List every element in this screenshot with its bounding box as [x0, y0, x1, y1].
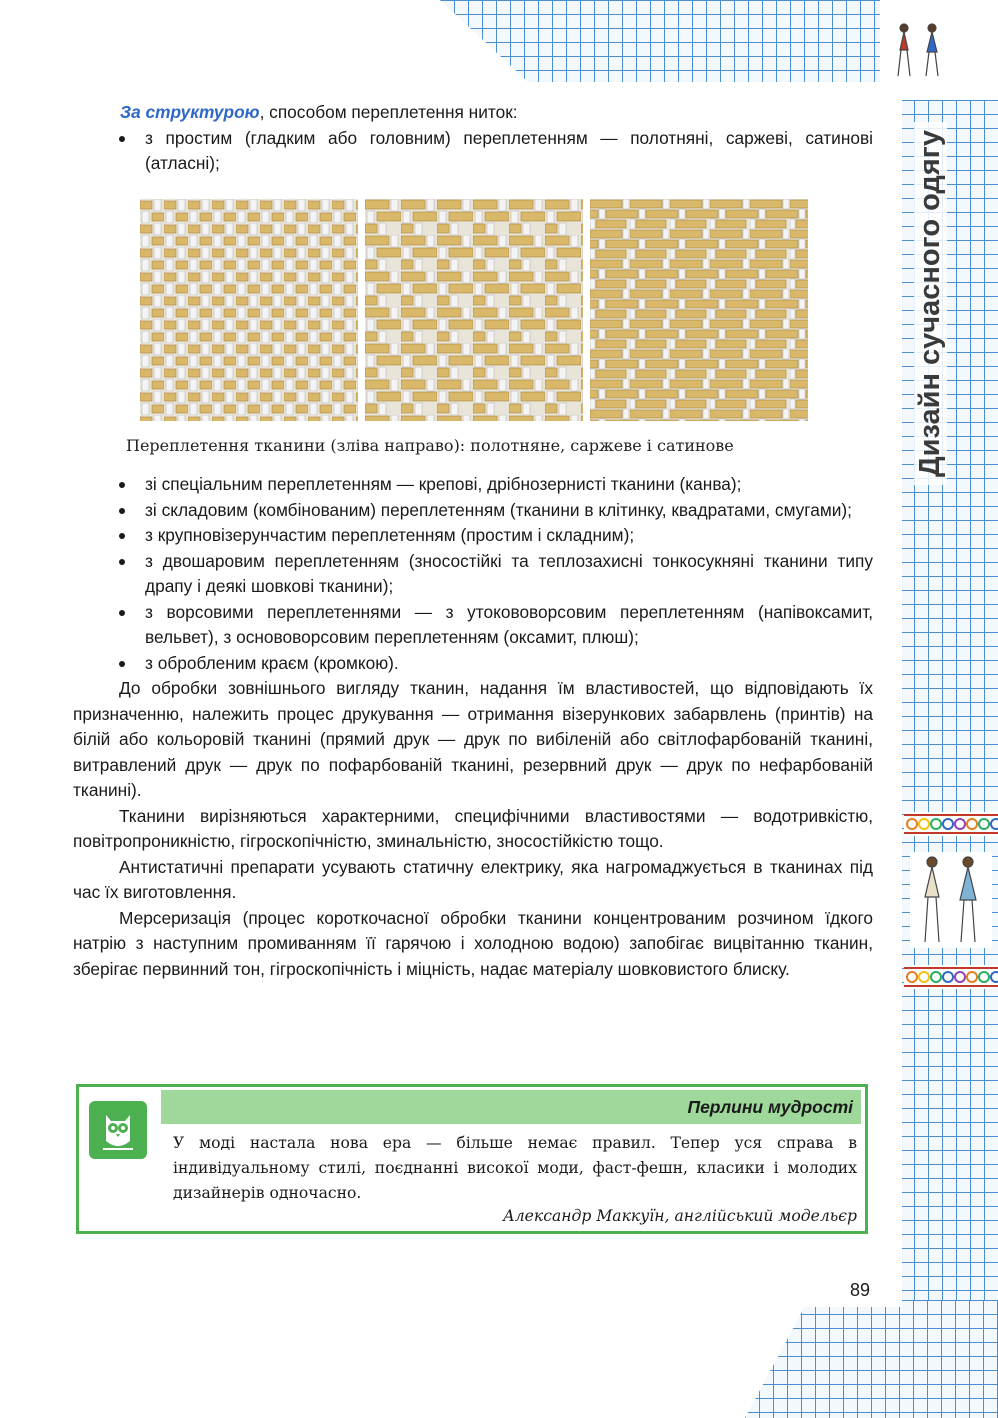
- page-number: 89: [850, 1280, 871, 1300]
- decorative-grid-bottom: [745, 1300, 998, 1418]
- weave-list-first: [73, 126, 873, 177]
- paragraph-mercerization: Мерсеризація (процес короткочасної обробки тканини концентрованим розчином їдкого натрію з наступним промиванням її гарячою і холодною водою) запобігає вицвітанню тканин, зберігає первинний тон, гігроскопічність і міцність, надає матеріалу шовковистого блиску.: [73, 907, 873, 979]
- list-item: з обробленим краєм (кромкою).: [73, 651, 873, 677]
- intro-rest: , способом переплетення ниток:: [259, 102, 518, 122]
- decorative-grid-top: [440, 0, 880, 82]
- list-item: з двошаровим переплетенням (зносостійкі та теплозахисні тонкосукняні тканини типу драпу і деякі шовкові тканини);: [73, 549, 873, 600]
- wisdom-box: [76, 1084, 868, 1234]
- list-item: зі складовим (комбінованим) переплетенням (тканини в клітинку, квадратами, смугами);: [73, 498, 873, 524]
- fashion-figures-illustration-2: [910, 852, 992, 948]
- paragraph-properties: Тканини вирізняються характерними, специфічними властивостями — водотривкістю, повітропроникністю, гігроскопічністю, зминальністю, зносостійкістю тощо.: [73, 805, 873, 851]
- figure-caption: Переплетення тканини (зліва направо): полотняне, саржеве і сатинове: [126, 435, 734, 455]
- list-item: з крупновізерунчастим переплетенням (простим і складним);: [73, 523, 873, 549]
- satin-weave-image: [590, 199, 808, 421]
- decorative-rings-bottom: [904, 965, 998, 989]
- intro-line: [120, 100, 873, 126]
- twill-weave-image: [365, 199, 583, 421]
- plain-weave-image: [140, 199, 358, 421]
- list-item: з ворсовими переплетеннями — з утокововорсовим переплетенням (напівоксамит, вельвет), з основоворсовим переплетенням (оксамит, плюш);: [73, 600, 873, 651]
- paragraph-antistatic: Антистатичні препарати усувають статичну електрику, яка нагромаджується в тканинах під час їх виготовлення.: [73, 856, 873, 902]
- owl-icon: [89, 1101, 147, 1159]
- list-item: зі спеціальним переплетенням — крепові, дрібнозернисті тканини (канва);: [73, 472, 873, 498]
- intro-lead: За структурою: [120, 102, 260, 122]
- decorative-rings-top: [904, 812, 998, 836]
- wisdom-title: Перлини мудрості: [161, 1090, 861, 1124]
- wisdom-author: Александр Маккуїн, англійський модельєр: [502, 1207, 857, 1225]
- wisdom-quote: У моді настала нова ера — більше немає правил. Тепер уся справа в індивідуальному стилі, поєднанні високої моди, фаст-фешн, класики і молодих дизайнерів одночасно.: [173, 1134, 857, 1202]
- list-item: з простим (гладким або головним) переплетенням — полотняні, саржеві, сатинові (атласні);: [73, 126, 873, 177]
- paragraph-printing: До обробки зовнішнього вигляду тканин, надання їм властивостей, що відповідають їх призначенню, належить процес друкування — отримання візерункових забарвлень (принтів) на білій або кольоровій тканині (прямий друк — друк по вибіленій або світлофарбованій тканині, витравлений друк — друк по пофарбованій тканині, резервний друк — друк по нефарбованій тканині).: [73, 678, 873, 800]
- weave-figure: [140, 199, 808, 421]
- section-side-title: Дизайн сучасного одягу: [914, 122, 947, 485]
- fashion-figures-illustration: [884, 20, 954, 82]
- main-content: [73, 100, 873, 982]
- weave-list-second: [73, 472, 873, 676]
